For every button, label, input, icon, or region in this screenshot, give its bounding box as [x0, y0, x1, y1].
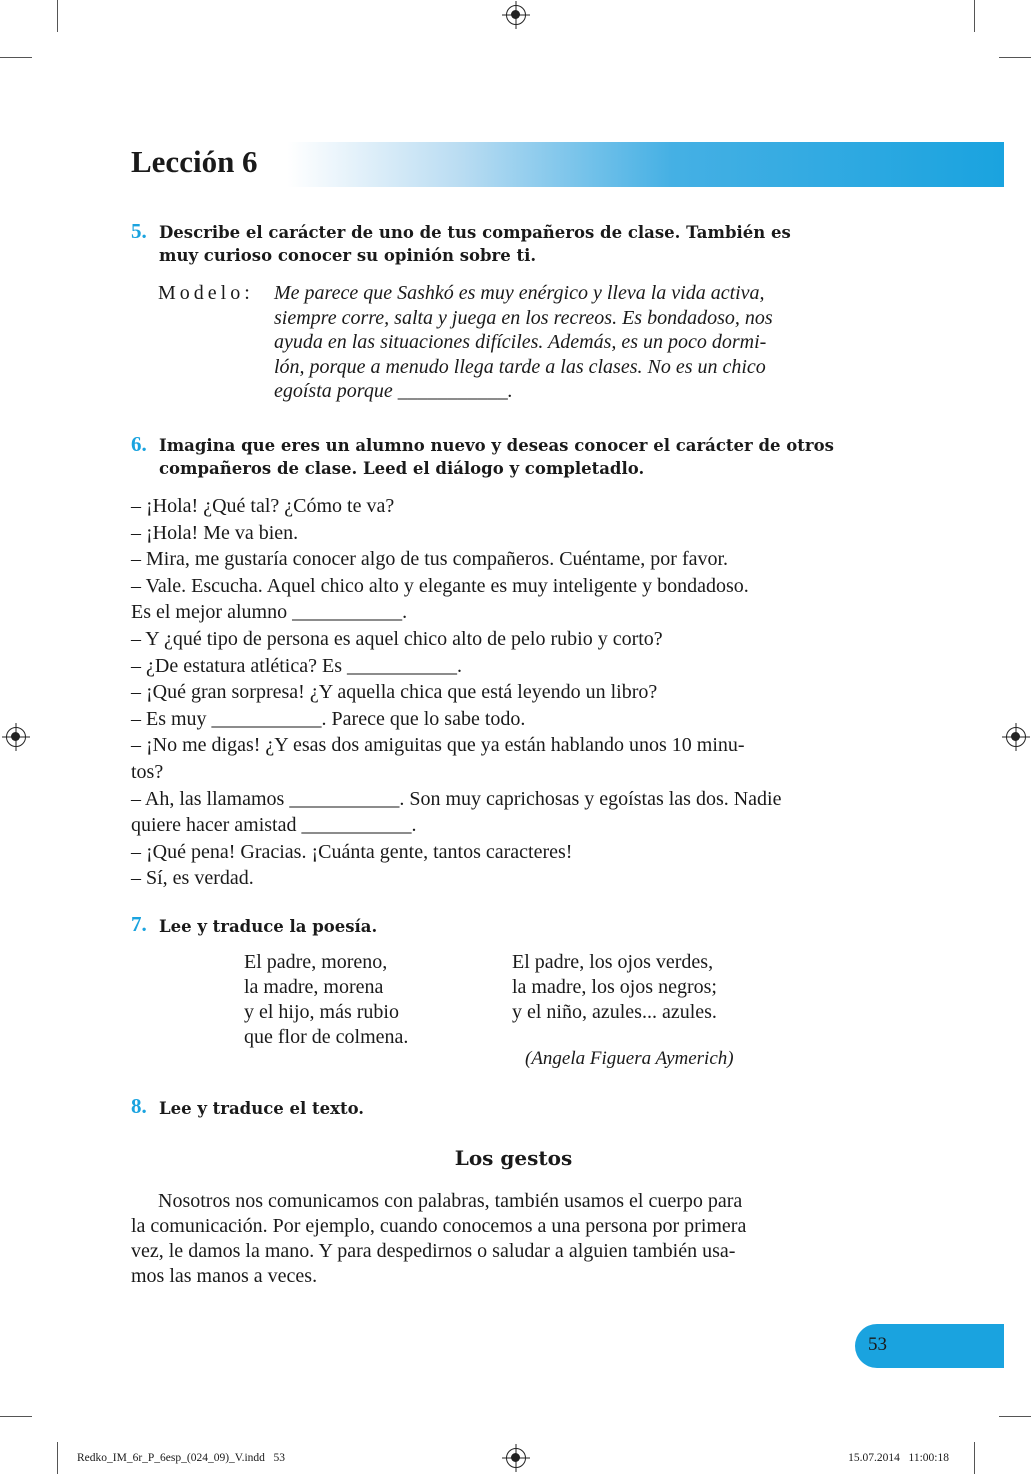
- crop-mark: [0, 1416, 32, 1417]
- lesson-title: Lección 6: [131, 144, 258, 179]
- poem-line: El padre, los ojos verdes,: [512, 951, 714, 973]
- poem-line: y el hijo, más rubio: [244, 1001, 399, 1023]
- dialog-line: – Vale. Escucha. Aquel chico alto y elegante es muy inteligente y bondadoso.: [131, 574, 749, 597]
- dialog: [131, 493, 897, 892]
- instruction-line: Describe el carácter de uno de tus compañeros de clase. También es: [159, 223, 791, 242]
- poem-stanza-1: [244, 950, 408, 1050]
- paragraph-line: la comunicación. Por ejemplo, cuando conocemos a una persona por primera: [131, 1215, 747, 1237]
- poem-author: (Angela Figuera Aymerich): [525, 1048, 734, 1069]
- crop-mark: [57, 1442, 58, 1474]
- page-number: 53: [868, 1334, 887, 1355]
- instruction-line: Imagina que eres un alumno nuevo y deseas conocer el carácter de otros: [159, 436, 834, 455]
- text-title: [0, 1146, 1031, 1170]
- crop-mark: [999, 57, 1031, 58]
- dialog-line: Es el mejor alumno ___________.: [131, 601, 408, 624]
- modelo-line: egoísta porque ___________.: [274, 380, 513, 402]
- poem-stanza-2: [512, 950, 717, 1025]
- exercise-8-number: 8.: [131, 1094, 147, 1118]
- dialog-line: – ¡Qué pena! Gracias. ¡Cuánta gente, tantos caracteres!: [131, 840, 573, 863]
- poem-line: y el niño, azules... azules.: [512, 1001, 717, 1023]
- crop-mark: [974, 1442, 975, 1474]
- lesson-header-band: [130, 142, 1004, 187]
- modelo-label: Modelo:: [158, 282, 254, 304]
- exercise-5-number: 5.: [131, 219, 147, 243]
- modelo-line: siempre corre, salta y juega en los recreos. Es bondadoso, nos: [274, 306, 773, 329]
- exercise-6-instruction: [159, 434, 897, 480]
- dialog-line: – Sí, es verdad.: [131, 867, 254, 890]
- footer-file-name: Redko_IM_6r_P_6esp_(024_09)_V.indd 53: [77, 1452, 286, 1464]
- paragraph-line: vez, le damos la mano. Y para despedirnos o saludar a alguien también usa-: [131, 1240, 736, 1262]
- dialog-line: – ¡Hola! Me va bien.: [131, 521, 299, 544]
- crop-mark: [974, 0, 975, 32]
- exercise-6-number: 6.: [131, 432, 147, 456]
- modelo-text: [274, 281, 896, 404]
- footer-timestamp: 15.07.2014 11:00:18: [848, 1452, 949, 1464]
- paragraph-line: Nosotros nos comunicamos con palabras, también usamos el cuerpo para: [158, 1190, 743, 1212]
- exercise-7-instruction: Lee y traduce la poesía.: [159, 917, 378, 936]
- dialog-line: – ¡Qué gran sorpresa! ¿Y aquella chica que está leyendo un libro?: [131, 681, 658, 704]
- dialog-line: – ¡Hola! ¿Qué tal? ¿Cómo te va?: [131, 495, 395, 517]
- exercise-8-instruction: Lee y traduce el texto.: [159, 1099, 365, 1118]
- crop-mark: [0, 57, 32, 58]
- poem-line: que flor de colmena.: [244, 1026, 409, 1048]
- registration-mark-icon: [506, 1448, 526, 1468]
- modelo-line: ayuda en las situaciones difíciles. Además, es un poco dormi-: [274, 331, 767, 353]
- exercise-5-instruction: [159, 221, 897, 267]
- text-paragraph: [131, 1189, 897, 1289]
- modelo-line: Me parece que Sashkó es muy enérgico y lleva la vida activa,: [274, 282, 765, 304]
- poem-line: la madre, morena: [244, 976, 384, 998]
- registration-mark-icon: [506, 5, 526, 25]
- registration-mark-icon: [1006, 727, 1026, 747]
- registration-mark-icon: [6, 727, 26, 747]
- instruction-line: muy curioso conocer su opinión sobre ti.: [159, 246, 537, 265]
- dialog-line: – Es muy ___________. Parece que lo sabe todo.: [131, 707, 526, 730]
- dialog-line: – ¿De estatura atlética? Es ___________.: [131, 654, 462, 677]
- dialog-line: – Mira, me gustaría conocer algo de tus compañeros. Cuéntame, por favor.: [131, 548, 729, 571]
- crop-mark: [999, 1416, 1031, 1417]
- poem-line: El padre, moreno,: [244, 951, 388, 973]
- modelo-line: lón, porque a menudo llega tarde a las clases. No es un chico: [274, 355, 766, 378]
- paragraph-line: mos las manos a veces.: [131, 1265, 318, 1287]
- exercise-7-number: 7.: [131, 912, 147, 936]
- dialog-line: quiere hacer amistad ___________.: [131, 814, 417, 837]
- crop-mark: [57, 0, 58, 32]
- dialog-line: – Y ¿qué tipo de persona es aquel chico alto de pelo rubio y corto?: [131, 627, 663, 650]
- dialog-line: – ¡No me digas! ¿Y esas dos amiguitas que ya están hablando unos 10 minu-: [131, 734, 745, 757]
- poem-line: la madre, los ojos negros;: [512, 976, 717, 998]
- instruction-line: compañeros de clase. Leed el diálogo y completadlo.: [159, 459, 645, 478]
- dialog-line: tos?: [131, 760, 164, 783]
- dialog-line: – Ah, las llamamos ___________. Son muy caprichosas y egoístas las dos. Nadie: [131, 787, 782, 810]
- text-title-label: Los gestos: [454, 1146, 573, 1170]
